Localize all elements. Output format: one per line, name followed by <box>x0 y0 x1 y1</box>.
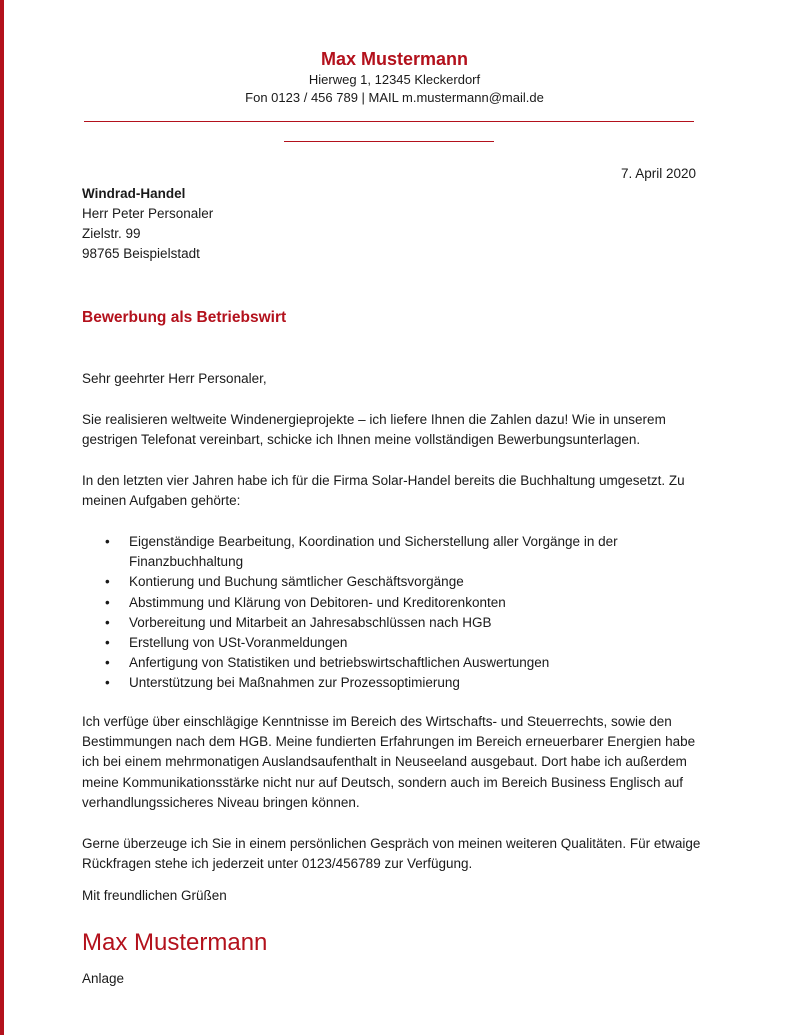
sender-name: Max Mustermann <box>320 49 469 69</box>
task-list <box>82 532 702 694</box>
letter-date: 7. April 2020 <box>620 166 696 181</box>
list-item <box>82 593 702 613</box>
header-divider-short <box>284 141 494 142</box>
list-item-text: Anfertigung von Statistiken und betriebswirtschaftlichen Auswertungen <box>129 655 550 671</box>
sender-address: Hierweg 1, 12345 Kleckerdorf <box>308 72 481 87</box>
bullet-icon: • <box>105 675 110 691</box>
closing-formula: Mit freundlichen Grüßen <box>82 888 227 903</box>
list-item <box>82 653 702 673</box>
list-item <box>82 532 702 572</box>
bullet-icon: • <box>105 594 110 610</box>
letter-subject: Bewerbung als Betriebswirt <box>82 309 287 326</box>
bullet-icon: • <box>105 574 110 590</box>
salutation: Sehr geehrter Herr Personaler, <box>82 371 267 386</box>
attachment-note: Anlage <box>82 971 125 986</box>
bullet-icon: • <box>105 635 110 651</box>
bullet-icon: • <box>105 655 110 671</box>
list-item-text: Abstimmung und Klärung von Debitoren- und Kreditorenkonten <box>129 594 506 610</box>
bullet-icon: • <box>105 614 110 630</box>
recipient-city: 98765 Beispielstadt <box>82 246 200 261</box>
list-item-text: Kontierung und Buchung sämtlicher Geschäftsvorgänge <box>129 574 464 590</box>
list-item <box>82 673 702 693</box>
sender-contact: Fon 0123 / 456 789 | MAIL m.mustermann@mail.de <box>245 90 544 105</box>
list-item <box>82 613 702 633</box>
paragraph-text: Ich verfüge über einschlägige Kenntnisse im Bereich des Wirtschafts- und Steuerrechts, sowie den Bestimmungen nach dem HGB. Meine fundierten Erfahrungen im Bereich erneuerbarer Energien habe ich bei einem mehrmonatigen Auslandsaufenthalt in Neuseeland ausgebaut. Dort habe ich außerdem meine Kommunikationsstärke nicht nur auf Deutsch, sondern auch im Bereich Business Englisch auf verhandlungssicheres Niveau bringen können. <box>82 714 696 810</box>
accent-side-bar <box>0 0 4 1035</box>
recipient-person: Herr Peter Personaler <box>82 206 214 221</box>
list-item-text: Unterstützung bei Maßnahmen zur Prozessoptimierung <box>129 675 460 691</box>
paragraph-text: In den letzten vier Jahren habe ich für die Firma Solar-Handel bereits die Buchhaltung umgesetzt. Zu meinen Aufgaben gehörte: <box>82 473 685 509</box>
paragraph-text: Gerne überzeuge ich Sie in einem persönlichen Gespräch von meinen weiteren Qualitäten. Für etwaige Rückfragen stehe ich jederzeit unter 0123/456789 zur Verfügung. <box>82 836 701 872</box>
list-item-text: Eigenständige Bearbeitung, Koordination und Sicherstellung aller Vorgänge in der Finanzbuchhaltung <box>129 534 618 570</box>
paragraph-experience <box>82 471 702 511</box>
paragraph-closing <box>82 834 702 874</box>
list-item-text: Erstellung von USt-Voranmeldungen <box>129 635 348 651</box>
list-item <box>82 572 702 592</box>
header-divider <box>84 121 694 122</box>
recipient-company: Windrad-Handel <box>82 186 186 201</box>
list-item-text: Vorbereitung und Mitarbeit an Jahresabschlüssen nach HGB <box>129 614 492 630</box>
signature-name: Max Mustermann <box>82 929 268 956</box>
list-item <box>82 633 702 653</box>
bullet-icon: • <box>105 534 110 549</box>
paragraph-qualifications <box>82 712 702 813</box>
paragraph-intro <box>82 410 702 450</box>
paragraph-text: Sie realisieren weltweite Windenergieprojekte – ich liefere Ihnen die Zahlen dazu! Wie in unserem gestrigen Telefonat vereinbart, schicke ich Ihnen meine vollständigen Bewerbungsunterlagen. <box>82 412 666 448</box>
recipient-street: Zielstr. 99 <box>82 226 141 241</box>
